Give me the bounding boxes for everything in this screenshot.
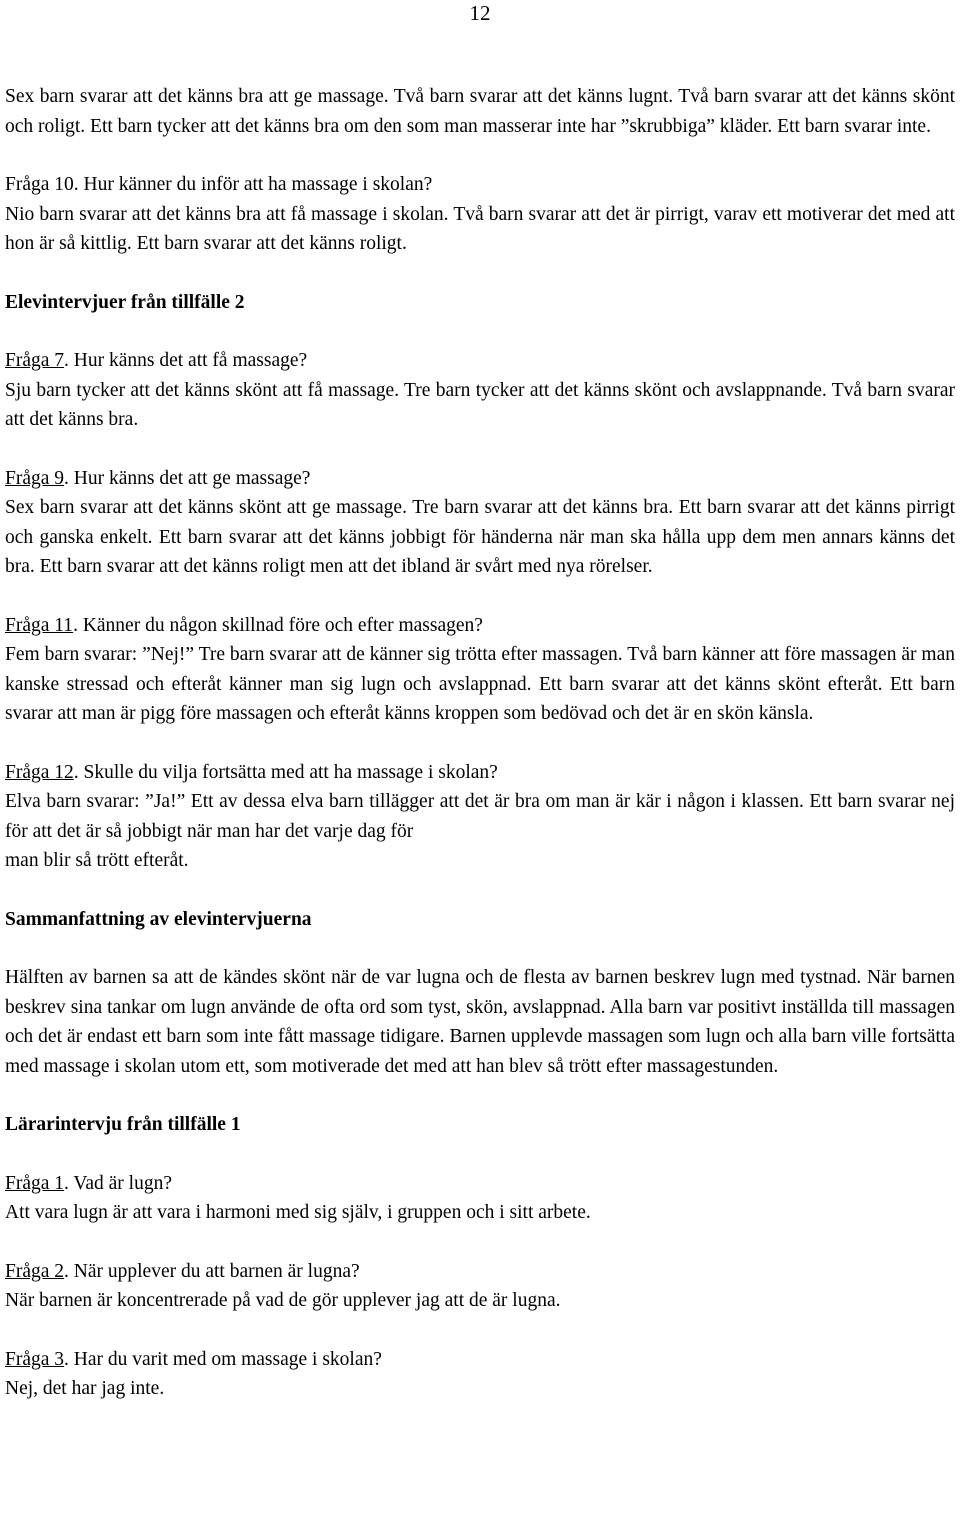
- question-9-answer: Sex barn svarar att det känns skönt att ge massage. Tre barn svarar att det känns bra. Ett barn svarar att det känns pirrigt och ganska enkelt. Ett barn svarar att det känns jobbigt för händerna när man ska hålla upp dem men annars känns det bra. Ett barn svarar att det känns roligt men att det ibland är svårt med nya rörelser.: [5, 497, 955, 577]
- question-10-text: . Hur känner du inför att ha massage i skolan?: [73, 174, 433, 195]
- teacher-question-3-label: Fråga 3: [5, 1348, 65, 1370]
- teacher-question-1-label: Fråga 1: [5, 1172, 65, 1194]
- question-12-answer-end: man blir så trött efteråt.: [5, 850, 189, 871]
- teacher-question-3-answer: Nej, det har jag inte.: [5, 1378, 165, 1399]
- question-11-text: . Känner du någon skillnad före och efter massagen?: [73, 614, 483, 636]
- question-11-label: Fråga 11: [5, 614, 74, 636]
- question-7: [5, 346, 955, 376]
- section-heading-elevintervjuer-2: Elevintervjuer från tillfälle 2: [5, 291, 245, 313]
- teacher-question-3: [5, 1345, 955, 1375]
- teacher-question-2-block: [5, 1257, 955, 1316]
- section-heading-sammanfattning: Sammanfattning av elevintervjuerna: [5, 908, 312, 930]
- teacher-question-2: [5, 1257, 955, 1287]
- teacher-question-1: [5, 1169, 955, 1199]
- teacher-question-2-label: Fråga 2: [5, 1260, 65, 1282]
- teacher-question-2-text: . När upplever du att barnen är lugna?: [64, 1260, 360, 1282]
- question-7-block: [5, 346, 955, 435]
- question-10: [5, 170, 955, 200]
- teacher-question-1-text: . Vad är lugn?: [64, 1172, 172, 1194]
- question-9-label: Fråga 9: [5, 467, 65, 489]
- section-heading-lararintervju-1: Lärarintervju från tillfälle 1: [5, 1114, 241, 1135]
- intro-paragraph: Sex barn svarar att det känns bra att ge massage. Två barn svarar att det känns lugnt. Två barn svarar att det känns skönt och roligt. Ett barn tycker att det känns bra om den som man masserar inte har ”skrubbiga” kläder. Ett barn svarar inte.: [5, 86, 955, 137]
- question-9-text: . Hur känns det att ge massage?: [64, 467, 311, 489]
- question-10-block: [5, 170, 955, 259]
- summary-paragraph: Hälften av barnen sa att de kändes skönt när de var lugna och de flesta av barnen beskrev lugn med tystnad. När barnen beskrev sina tankar om lugn använde de ofta ord som tyst, skön, avslappnad. Alla barn var positivt inställda till massagen och det är endast ett barn som inte fått massage tidigare. Barnen upplevde massagen som lugn och alla barn ville fortsätta med massage i skolan utom ett, som motiverade det med att han blev så trött efter massagestunden.: [5, 967, 955, 1077]
- question-10-label: Fråga 10: [5, 174, 74, 195]
- document-body: [5, 82, 955, 1404]
- question-9-block: [5, 464, 955, 582]
- question-11-answer: Fem barn svarar: ”Nej!” Tre barn svarar att de känner sig trötta efter massagen. Två barn känner att före massagen är man kanske stressad och efteråt känner man sig lugn och avslappnad. Ett barn svarar att det känns skönt efteråt. Ett barn svarar att man är pigg före massagen och efteråt känns kroppen som bedövad och det är en skön känsla.: [5, 644, 955, 724]
- page-number: 12: [469, 1, 491, 25]
- question-11-block: [5, 611, 955, 729]
- question-12-answer: Elva barn svarar: ”Ja!” Ett av dessa elva barn tillägger att det är bra om man är kär i någon i klassen. Ett barn svarar nej för att det är så jobbigt när man har det varje dag för: [5, 791, 955, 842]
- question-7-label: Fråga 7: [5, 350, 65, 371]
- question-10-answer: Nio barn svarar att det känns bra att få massage i skolan. Två barn svarar att det är pirrigt, varav ett motiverar det med att hon är så kittlig. Ett barn svarar att det känns roligt.: [5, 203, 955, 254]
- question-7-text: . Hur känns det att få massage?: [64, 350, 308, 371]
- teacher-question-1-answer: Att vara lugn är att vara i harmoni med sig själv, i gruppen och i sitt arbete.: [5, 1202, 591, 1223]
- question-7-answer: Sju barn tycker att det känns skönt att få massage. Tre barn tycker att det känns skönt och avslappnande. Två barn svarar att det känns bra.: [5, 379, 955, 430]
- question-12: [5, 758, 955, 788]
- question-12-block: [5, 758, 955, 876]
- question-9: [5, 464, 955, 494]
- teacher-question-3-text: . Har du varit med om massage i skolan?: [64, 1348, 382, 1370]
- teacher-question-1-block: [5, 1169, 955, 1228]
- question-12-text: . Skulle du vilja fortsätta med att ha massage i skolan?: [73, 761, 498, 783]
- question-12-label: Fråga 12: [5, 761, 74, 783]
- teacher-question-3-block: [5, 1345, 955, 1404]
- teacher-question-2-answer: När barnen är koncentrerade på vad de gör upplever jag att de är lugna.: [5, 1290, 561, 1311]
- question-11: [5, 611, 955, 641]
